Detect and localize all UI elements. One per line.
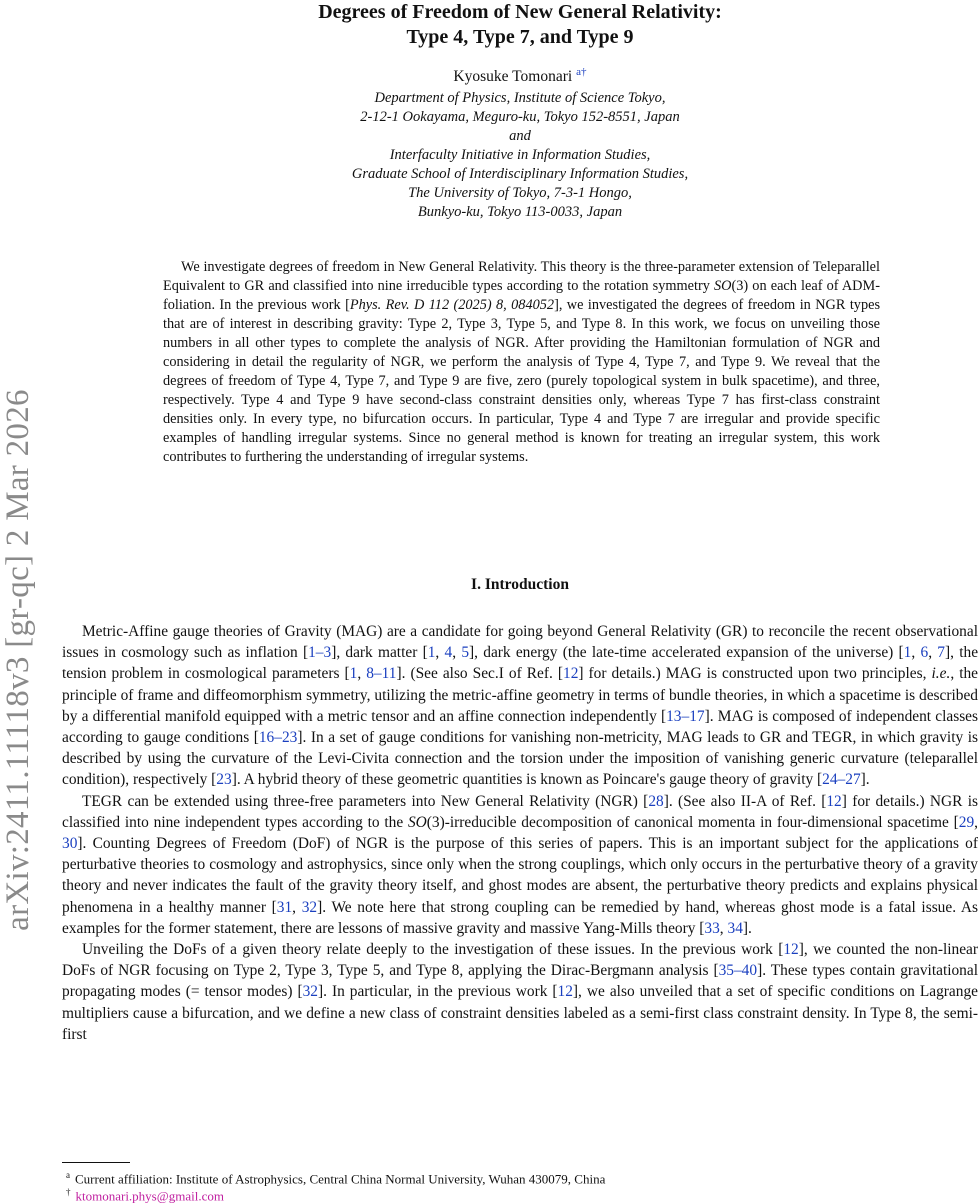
citation-link[interactable]: 4: [444, 644, 453, 662]
citation-link[interactable]: 35–40: [718, 962, 758, 980]
so3-symbol: SO: [714, 278, 732, 294]
affiliation-line: Bunkyo-ku, Tokyo 113-0033, Japan: [417, 204, 623, 220]
citation-link[interactable]: 13–17: [666, 707, 705, 725]
citation-link[interactable]: 1: [427, 644, 436, 662]
citation-link[interactable]: 12: [826, 792, 842, 810]
citation-link[interactable]: 33: [704, 919, 720, 937]
citation-link[interactable]: 7: [937, 644, 945, 662]
author-marks[interactable]: a†: [576, 66, 587, 78]
affiliation-line: Department of Physics, Institute of Science Tokyo,: [374, 90, 666, 106]
footnote-rule: [62, 1162, 130, 1163]
affiliation-line: Interfaculty Initiative in Information Studies,: [389, 147, 651, 163]
abstract-citation: Phys. Rev. D 112 (2025) 8, 084052: [349, 297, 555, 313]
email-link[interactable]: ktomonari.phys@gmail.com: [75, 1188, 224, 1204]
paragraph-2: TEGR can be extended using three-free parameters into New General Relativity (NGR) [28]. (See also II-A of Ref. [12] for details.) NGR is classified into nine independent types according to the SO(3)-irreducible decomposition of canonical momenta in four-dimensional spacetime [29, 30]. Counting Degrees of Freedom (DoF) of NGR is the purpose of this series of papers. This is an important subject for the applications of perturbative theories to cosmology and astrophysics, since only when the strong couplings, which only occurs in the perturbative theory of a gravity theory and never indicates the fault of the gravity theory itself, and ghost modes are absent, the perturbative theory predicts and explains physical phenomena in a healthy manner [31, 32]. We note here that strong coupling can be remedied by hand, whereas ghost mode is a fatal issue. As examples for the former statement, there are lessons of massive gravity and massive Yang-Mills theory [33, 34].: [62, 792, 979, 937]
citation-link[interactable]: 23: [216, 771, 232, 789]
abstract: [163, 258, 880, 467]
citation-link[interactable]: 34: [727, 919, 743, 937]
footnote-email: † ktomonari.phys@gmail.com: [66, 1187, 224, 1204]
citation-link[interactable]: 24–27: [822, 771, 861, 789]
citation-link[interactable]: 1: [903, 644, 912, 662]
affiliation-line: and: [509, 128, 531, 144]
citation-link[interactable]: 12: [557, 983, 573, 1001]
section-heading-introduction: I. Introduction: [471, 576, 569, 593]
affiliation-line: 2-12-1 Ookayama, Meguro-ku, Tokyo 152-8551, Japan: [360, 109, 680, 125]
citation-link[interactable]: 5: [461, 644, 470, 662]
paragraph-1: Metric-Affine gauge theories of Gravity (MAG) are a candidate for going beyond General Relativity (GR) to reconcile the recent observational issues in cosmology such as inflation [1–3], dark matter [1, 4, 5], dark energy (the late-time accelerated expansion of the universe) [1, 6, 7], the tension problem in cosmological parameters [1, 8–11]. (See also Sec.I of Ref. [12] for details.) MAG is constructed upon two principles, i.e., the principle of frame and diffeomorphism symmetry, utilizing the metric-affine geometry in terms of bundle theories, in which a spacetime is described by a differential manifold equipped with a metric tensor and an affine connection independently [13–17]. MAG is composed of independent classes according to gauge conditions [16–23]. In a set of gauge conditions for vanishing non-metricity, MAG leads to GR and TEGR, in which gravity is described by using the curvature of the Levi-Civita connection and the torsion under the imposition of vanishing generic curvature (teleparallel condition), respectively [23]. A hybrid theory of these geometric quantities is known as Poincare's gauge theory of gravity [24–27].: [62, 623, 979, 789]
title-line-2: Type 4, Type 7, and Type 9: [406, 26, 634, 48]
citation-link[interactable]: 12: [563, 665, 579, 683]
citation-link[interactable]: 30: [62, 835, 78, 853]
author-name: Kyosuke Tomonari: [453, 68, 573, 86]
citation-link[interactable]: 1: [349, 665, 358, 683]
citation-link[interactable]: 6: [920, 644, 929, 662]
citation-link[interactable]: 28: [648, 792, 664, 810]
citation-link[interactable]: 1–3: [308, 644, 332, 662]
citation-link[interactable]: 32: [301, 898, 318, 916]
affiliation-line: Graduate School of Interdisciplinary Information Studies,: [351, 166, 689, 182]
affiliation-line: The University of Tokyo, 7-3-1 Hongo,: [408, 185, 632, 201]
citation-link[interactable]: 8–11: [366, 665, 397, 683]
abstract-paragraph: We investigate degrees of freedom in New General Relativity. This theory is the three-parameter extension of Teleparallel Equivalent to GR and classified into nine irreducible types according to the rotation symmetry SO(3) on each leaf of ADM-foliation. In the previous work [Phys. Rev. D 112 (2025) 8, 084052], we investigated the degrees of freedom in NGR types that are of interest in describing gravity: Type 2, Type 3, Type 5, and Type 8. In this work, we focus on unveiling those numbers in all other types to complete the analysis of NGR. After providing the Hamiltonian formulation of NGR and considering in detail the regularity of NGR, we perform the analysis of Type 4, Type 7, and Type 9. We reveal that the degrees of freedom of Type 4, Type 7, and Type 9 are five, zero (purely topological system in bulk spacetime), and three, respectively. Type 4 and Type 9 have second-class constraint densities only, whereas Type 7 has first-class constraint densities only. In every type, no bifurcation occurs. In particular, Type 4 and Type 7 are irregular and provide specific examples of handling irregular systems. Since no general method is known for treating an irregular system, this work contributes to furthering the understanding of irregular systems.: [163, 259, 881, 465]
citation-link[interactable]: 31: [276, 898, 293, 916]
introduction-body: [62, 621, 978, 1045]
author-line: [60, 66, 980, 86]
title-line-1: Degrees of Freedom of New General Relativity:: [318, 1, 722, 23]
citation-link[interactable]: 12: [783, 941, 799, 959]
citation-link[interactable]: 16–23: [258, 729, 298, 747]
arxiv-side-stamp: arXiv:2411.11118v3 [gr-qc] 2 Mar 2026: [0, 389, 36, 931]
paragraph-3: Unveiling the DoFs of a given theory relate deeply to the investigation of these issues. In the previous work [12], we counted the non-linear DoFs of NGR focusing on Type 2, Type 3, Type 5, and Type 8, applying the Dirac-Bergmann analysis [35–40]. These types contain gravitational propagating modes (= tensor modes) [32]. In particular, in the previous work [12], we also unveiled that a set of specific conditions on Lagrange multipliers cause a bifurcation, and we define a new class of constraint densities labeled as a semi-first class constraint density. In Type 8, the semi-first: [62, 941, 979, 1043]
citation-link[interactable]: 29: [958, 813, 975, 831]
footnote-affiliation: $^a$ Current affiliation: Institute of Astrophysics, Central China Normal University, Wuhan 430079, China: [66, 1170, 606, 1187]
affiliations: [60, 89, 980, 222]
citation-link[interactable]: 32: [302, 983, 318, 1001]
paper-title: [60, 0, 980, 50]
